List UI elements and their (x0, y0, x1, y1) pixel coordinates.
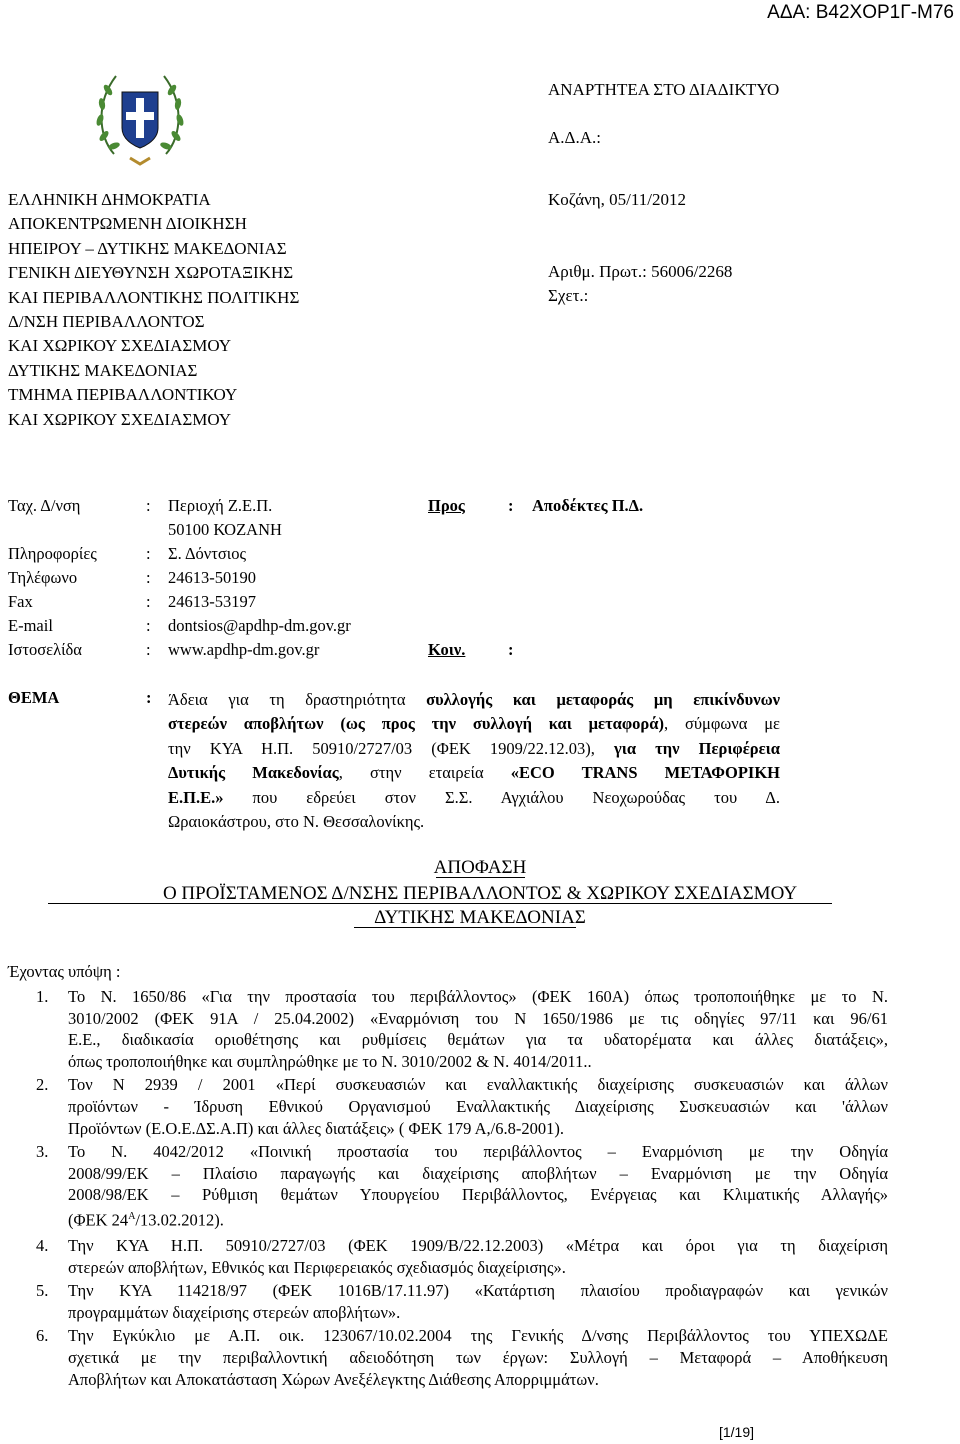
info-value: Σ. Δόντσιος (168, 544, 247, 563)
cc-label: Κοιν. (428, 640, 466, 659)
authority-line: ΗΠΕΙΡΟΥ – ΔΥΤΙΚΗΣ ΜΑΚΕΔΟΝΙΑΣ (8, 238, 287, 258)
subject-fragment: «ECO TRANS ΜΕΤΑΦΟΡΙΚΗ (510, 763, 780, 783)
colon: : (146, 592, 151, 611)
to-label: Προς (428, 496, 465, 515)
authority-line: ΑΠΟΚΕΝΤΡΩΜΕΝΗ ΔΙΟΙΚΗΣΗ (8, 214, 247, 234)
place-date: Κοζάνη, 05/11/2012 (548, 190, 687, 209)
list-item (8, 986, 888, 1072)
authority-line: ΚΑΙ ΠΕΡΙΒΑΛΛΟΝΤΙΚΗΣ ΠΟΛΙΤΙΚΗΣ (8, 287, 300, 307)
posting-note: ΑΝΑΡΤΗΤΕΑ ΣΤΟ ΔΙΑΔΙΚΤΥΟ (548, 80, 780, 99)
item-line: 2008/98/ΕΚ – Ρύθμιση θεμάτων Υπουργείου Περιβάλλοντος, Ενέργειας και Κλιματικής Αλλαγής» (68, 1185, 888, 1205)
item-number: 5. (36, 1281, 49, 1301)
authority-line: ΓΕΝΙΚΗ ΔΙΕΥΘΥΝΣΗ ΧΩΡΟΤΑΞΙΚΗΣ (8, 263, 294, 283)
subject-fragment: στερεών αποβλήτων (ως προς την συλλογή και μεταφορά) (168, 714, 664, 734)
address-postal: 50100 ΚΟΖΑΝΗ (168, 520, 282, 539)
subject-fragment: συλλογής και μεταφοράς μη επικίνδυνων (426, 690, 780, 709)
page-number: [1/19] (718, 1424, 754, 1440)
colon: : (146, 616, 151, 635)
item-line: Το Ν. 4042/2012 «Ποινική προστασία του περιβάλλοντος – Εναρμόνιση με την Οδηγία (68, 1142, 888, 1162)
item-line: Την Εγκύκλιο με Α.Π. οικ. 123067/10.02.2004 της Γενικής Δ/νσης Περιβάλλοντος του ΥΠΕΧΩΔΕ (68, 1326, 888, 1346)
item-line: 3010/2002 (ΦΕΚ 91Α / 25.04.2002) «Εναρμόνιση του Ν 1650/1986 με τις οδηγίες 97/11 και 96/61 (68, 1008, 888, 1028)
item-number: 4. (36, 1236, 49, 1256)
subject-fragment: για την Περιφέρεια (614, 738, 780, 758)
ada-field: Α.Δ.Α.: (548, 128, 601, 147)
phone-label: Τηλέφωνο (8, 568, 78, 587)
info-label: Πληροφορίες (8, 544, 97, 563)
authority-line: ΔΥΤΙΚΗΣ ΜΑΚΕΔΟΝΙΑΣ (8, 360, 198, 380)
subject-fragment: Άδεια για τη δραστηριότητα (168, 690, 427, 709)
protocol-number: Αριθμ. Πρωτ.: 56006/2268 (548, 262, 733, 281)
list-item (8, 1235, 888, 1278)
email-value: dontsios@apdhp-dm.gov.gr (168, 616, 351, 635)
item-line: προϊόντων - Ίδρυση Εθνικού Οργανισμού Εναλλακτικής Διαχείρισης Συσκευασιών και 'άλλων (68, 1096, 888, 1116)
fax-label: Fax (8, 592, 33, 611)
website-label: Ιστοσελίδα (8, 640, 82, 659)
subject-fragment: , σύμφωνα με (663, 714, 780, 734)
subject-fragment: Ε.Π.Ε.» (168, 787, 224, 807)
list-item (8, 1074, 888, 1139)
email-label: E-mail (8, 616, 53, 635)
decision-authority: Ο ΠΡΟΪΣΤΑΜΕΝΟΣ Δ/ΝΣΗΣ ΠΕΡΙΒΑΛΛΟΝΤΟΣ & ΧΩΡΙΚΟΥ ΣΧΕΔΙΑΣΜΟΥ (162, 883, 798, 904)
item-line: Τον Ν 2939 / 2001 «Περί συσκευασιών και εναλλακτικής διαχείρισης συσκευασιών και άλλων (68, 1075, 888, 1095)
considerations-list (8, 986, 888, 1390)
item-line: Το Ν. 1650/86 «Για την προστασία του περιβάλλοντος» (ΦΕΚ 160Α) όπως τροποποιήθηκε με το Ν. (68, 987, 888, 1006)
authority-line: ΤΜΗΜΑ ΠΕΡΙΒΑΛΛΟΝΤΙΚΟΥ (8, 385, 238, 405)
colon: : (508, 496, 514, 515)
item-line (68, 1206, 888, 1231)
list-item (8, 1141, 888, 1231)
subject-label: ΘΕΜΑ (8, 688, 60, 707)
colon: : (146, 568, 151, 587)
colon: : (146, 688, 152, 707)
item-fragment: (ΦΕΚ 24 (68, 1210, 129, 1230)
item-number: 3. (36, 1142, 49, 1162)
item-line: Προϊόντων (Ε.Ο.Ε.ΔΣ.Α.Π) και άλλες διατάξεις» ( ΦΕΚ 179 Α,/6.8-2001). (68, 1118, 564, 1138)
address-label: Ταχ. Δ/νση (8, 496, 81, 515)
decision-region: ΔΥΤΙΚΗΣ ΜΑΚΕΔΟΝΙΑΣ (374, 907, 586, 928)
item-line: στερεών αποβλήτων, Εθνικός και Περιφερειακός σχεδιασμός διαχείρισης». (68, 1257, 566, 1277)
item-number: 6. (36, 1326, 49, 1346)
address-value: Περιοχή Ζ.Ε.Π. (168, 496, 273, 515)
contact-block (8, 496, 708, 666)
subject-fragment: που εδρεύει στον Σ.Σ. Αγχιάλου Νεοχωρούδας του Δ. (223, 787, 780, 807)
authority-line: ΚΑΙ ΧΩΡΙΚΟΥ ΣΧΕΔΙΑΣΜΟΥ (8, 409, 232, 429)
subject-fragment: την ΚΥΑ Η.Π. 50910/2727/03 (ΦΕΚ 1909/22.12.03), (168, 738, 614, 758)
item-line: όπως τροποποιήθηκε και συμπληρώθηκε με το Ν. 3010/2002 & Ν. 4014/2011.. (68, 1051, 592, 1071)
subject-fragment: Ωραιοκάστρου, στο Ν. Θεσσαλονίκης. (168, 812, 425, 832)
item-line: Ε.Ε., διαδικασία οριοθέτησης και ρυθμίσεις θεμάτων για τα υδατορέματα και άλλες διατάξεις», (68, 1030, 888, 1050)
considering-label: Έχοντας υπόψη : (8, 962, 121, 981)
decision-title: ΑΠΟΦΑΣΗ (433, 857, 527, 878)
website-value: www.apdhp-dm.gov.gr (168, 640, 320, 659)
issuing-authority (8, 188, 299, 432)
item-fragment: Α (128, 1210, 136, 1222)
to-value: Αποδέκτες Π.Δ. (532, 496, 644, 515)
item-line: Την ΚΥΑ Η.Π. 50910/2727/03 (ΦΕΚ 1909/Β/22.12.2003) «Μέτρα και όροι για τη διαχείριση (68, 1236, 888, 1256)
item-line: Την ΚΥΑ 114218/97 (ΦΕΚ 1016Β/17.11.97) «Κατάρτιση πλαισίου προδιαγραφών και γενικών (68, 1281, 888, 1301)
subject-text (168, 688, 780, 834)
colon: : (146, 544, 151, 563)
item-line: Αποβλήτων και Αποκατάσταση Χώρων Ανεξέλεγκτης Διάθεσης Απορριμμάτων. (68, 1369, 599, 1389)
colon: : (146, 640, 151, 659)
item-fragment: /13.02.2012). (135, 1210, 224, 1230)
list-item (8, 1325, 888, 1390)
ada-code: ΑΔΑ: Β42ΧΟΡ1Γ-Μ76 (767, 2, 954, 23)
item-number: 1. (36, 987, 49, 1006)
colon: : (146, 496, 151, 515)
related-ref: Σχετ.: (548, 286, 589, 305)
greek-seal-emblem (94, 62, 186, 170)
phone-value: 24613-50190 (168, 568, 256, 587)
colon: : (508, 640, 514, 659)
subject-fragment: Δυτικής Μακεδονίας (168, 763, 339, 783)
item-number: 2. (36, 1075, 49, 1095)
authority-line: ΚΑΙ ΧΩΡΙΚΟΥ ΣΧΕΔΙΑΣΜΟΥ (8, 336, 232, 356)
fax-value: 24613-53197 (168, 592, 256, 611)
authority-line: ΕΛΛΗΝΙΚΗ ΔΗΜΟΚΡΑΤΙΑ (8, 190, 211, 209)
subject-fragment: , στην εταιρεία (338, 763, 511, 783)
list-item (8, 1280, 888, 1323)
item-line: προγραμμάτων διαχείρισης στερεών αποβλήτων». (68, 1302, 401, 1322)
item-line: 2008/99/ΕΚ – Πλαίσιο παραγωγής και διαχείρισης αποβλήτων – Εναρμόνιση με την Οδηγία (68, 1163, 888, 1183)
item-line: σχετικά με την περιβαλλοντική αδειοδότηση των έργων: Συλλογή – Μεταφορά – Αποθήκευση (68, 1348, 888, 1367)
authority-line: Δ/ΝΣΗ ΠΕΡΙΒΑΛΛΟΝΤΟΣ (8, 312, 205, 332)
